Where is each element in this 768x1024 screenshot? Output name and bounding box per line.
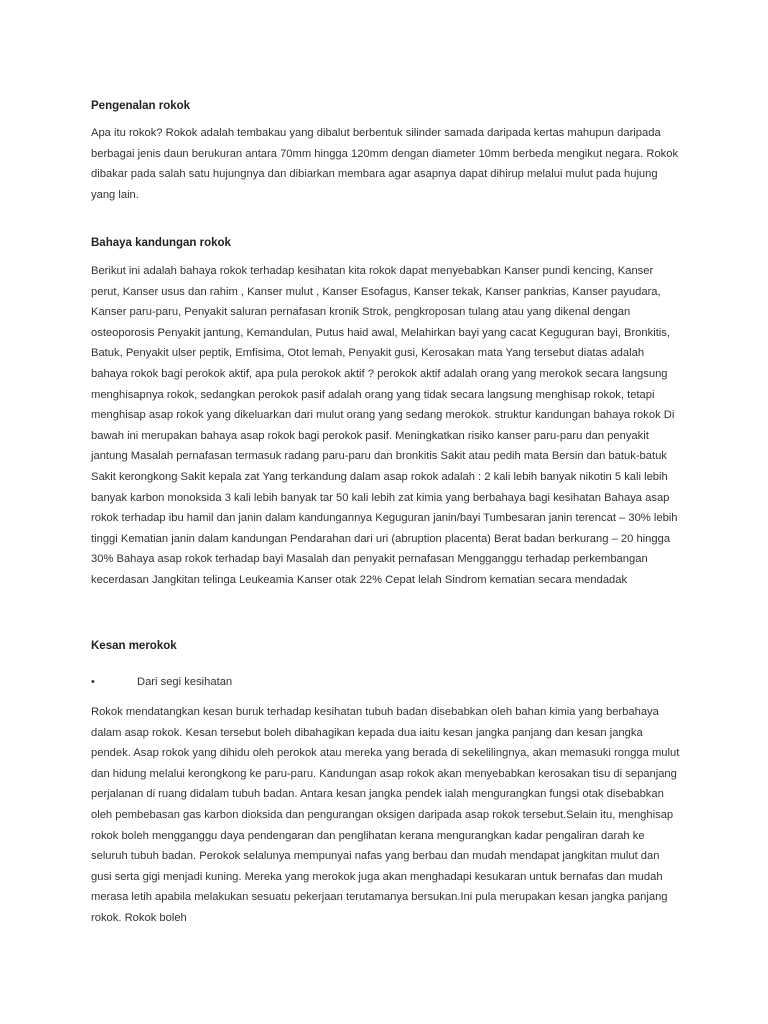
section-heading-pengenalan: Pengenalan rokok <box>91 100 191 112</box>
section-heading-bahaya: Bahaya kandungan rokok <box>91 237 231 249</box>
section-heading-kesan: Kesan merokok <box>91 640 177 652</box>
paragraph-bahaya: Berikut ini adalah bahaya rokok terhadap kesihatan kita rokok dapat menyebabkan Kanser pundi kencing, Kanser perut, Kanser usus dan rahim , Kanser mulut , Kanser Esofagus, Kanser tekak, Kanser pankrias, Kanser payudara, Kanser paru-paru, Penyakit saluran pernafasan kronik Strok, pengkroposan tulang atau yang dikenal dengan osteoporosis Penyakit jantung, Kemandulan, Putus haid awal, Melahirkan bayi yang cacat Keguguran bayi, Bronkitis, Batuk, Penyakit ulser peptik, Emfisima, Otot lemah, Penyakit gusi, Kerosakan mata Yang tersebut diatas adalah bahaya rokok bagi perokok aktif, apa pula perokok aktif ? perokok aktif adalah orang yang merokok secara langsung menghisapnya rokok, sedangkan perokok pasif adalah orang yang tidak secara langsung menghisap rokok, tetapi menghisap asap rokok yang dikeluarkan dari mulut orang yang sedang merokok. struktur kandungan bahaya rokok Di bawah ini merupakan bahaya asap rokok bagi perokok pasif. Meningkatkan risiko kanser paru-paru dan penyakit jantung Masalah pernafasan termasuk radang paru-paru dan bronkitis Sakit atau pedih mata Bersin dan batuk-batuk Sakit kerongkong Sakit kepala zat Yang terkandung dalam asap rokok adalah : 2 kali lebih banyak nikotin 5 kali lebih banyak karbon monoksida 3 kali lebih banyak tar 50 kali lebih zat kimia yang berbahaya bagi kesihatan Bahaya asap rokok terhadap ibu hamil dan janin dalam kandungannya Keguguran janin/bayi Tumbesaran janin terencat – 30% lebih tinggi Kematian janin dalam kandungan Pendarahan dari uri (abruption placenta) Berat badan berkurang – 20 hingga 30% Bahaya asap rokok terhadap bayi Masalah dan penyakit pernafasan Mengganggu terhadap perkembangan kecerdasan Jangkitan telinga Leukeamia Kanser otak 22% Cepat lelah Sindrom kematian secara mendadak <box>91 265 678 586</box>
bullet-text: Dari segi kesihatan <box>137 676 233 688</box>
bullet-dot: • <box>91 676 95 688</box>
paragraph-kesan: Rokok mendatangkan kesan buruk terhadap kesihatan tubuh badan disebabkan oleh bahan kimia yang berbahaya dalam asap rokok. Kesan tersebut boleh dibahagikan kepada dua iaitu kesan jangka panjang dan kesan jangka pendek. Asap rokok yang dihidu oleh perokok atau mereka yang berada di sekelilingnya, akan memasuki rongga mulut dan hidung melalui kerongkong ke paru-paru. Kandungan asap rokok akan menyebabkan kerosakan tisu di sepanjang perjalanan di ruang didalam tubuh badan. Antara kesan jangka pendek ialah mengurangkan fungsi otak disebabkan oleh pembebasan gas karbon dioksida dan pengurangan oksigen daripada asap rokok tersebut.Selain itu, menghisap rokok boleh mengganggu daya pendengaran dan penglihatan kerana mengurangkan kadar pengaliran darah ke seluruh tubuh badan. Perokok selalunya mempunyai nafas yang berbau dan mudah mendapat jangkitan mulut dan gusi serta gigi menjadi kuning. Mereka yang merokok juga akan menghadapi kesukaran untuk bernafas dan mudah merasa letih apabila melakukan sesuatu pekerjaan terutamanya bersukan.Ini pula merupakan kesan jangka panjang rokok. Rokok boleh <box>91 706 680 924</box>
paragraph-pengenalan: Apa itu rokok? Rokok adalah tembakau yang dibalut berbentuk silinder samada daripada kertas mahupun daripada berbagai jenis daun berukuran antara 70mm hingga 120mm dengan diameter 10mm berbeda mengikut negara. Rokok dibakar pada salah satu hujungnya dan dibiarkan membara agar asapnya dapat dihirup melalui mulut pada hujung yang lain. <box>91 127 679 201</box>
